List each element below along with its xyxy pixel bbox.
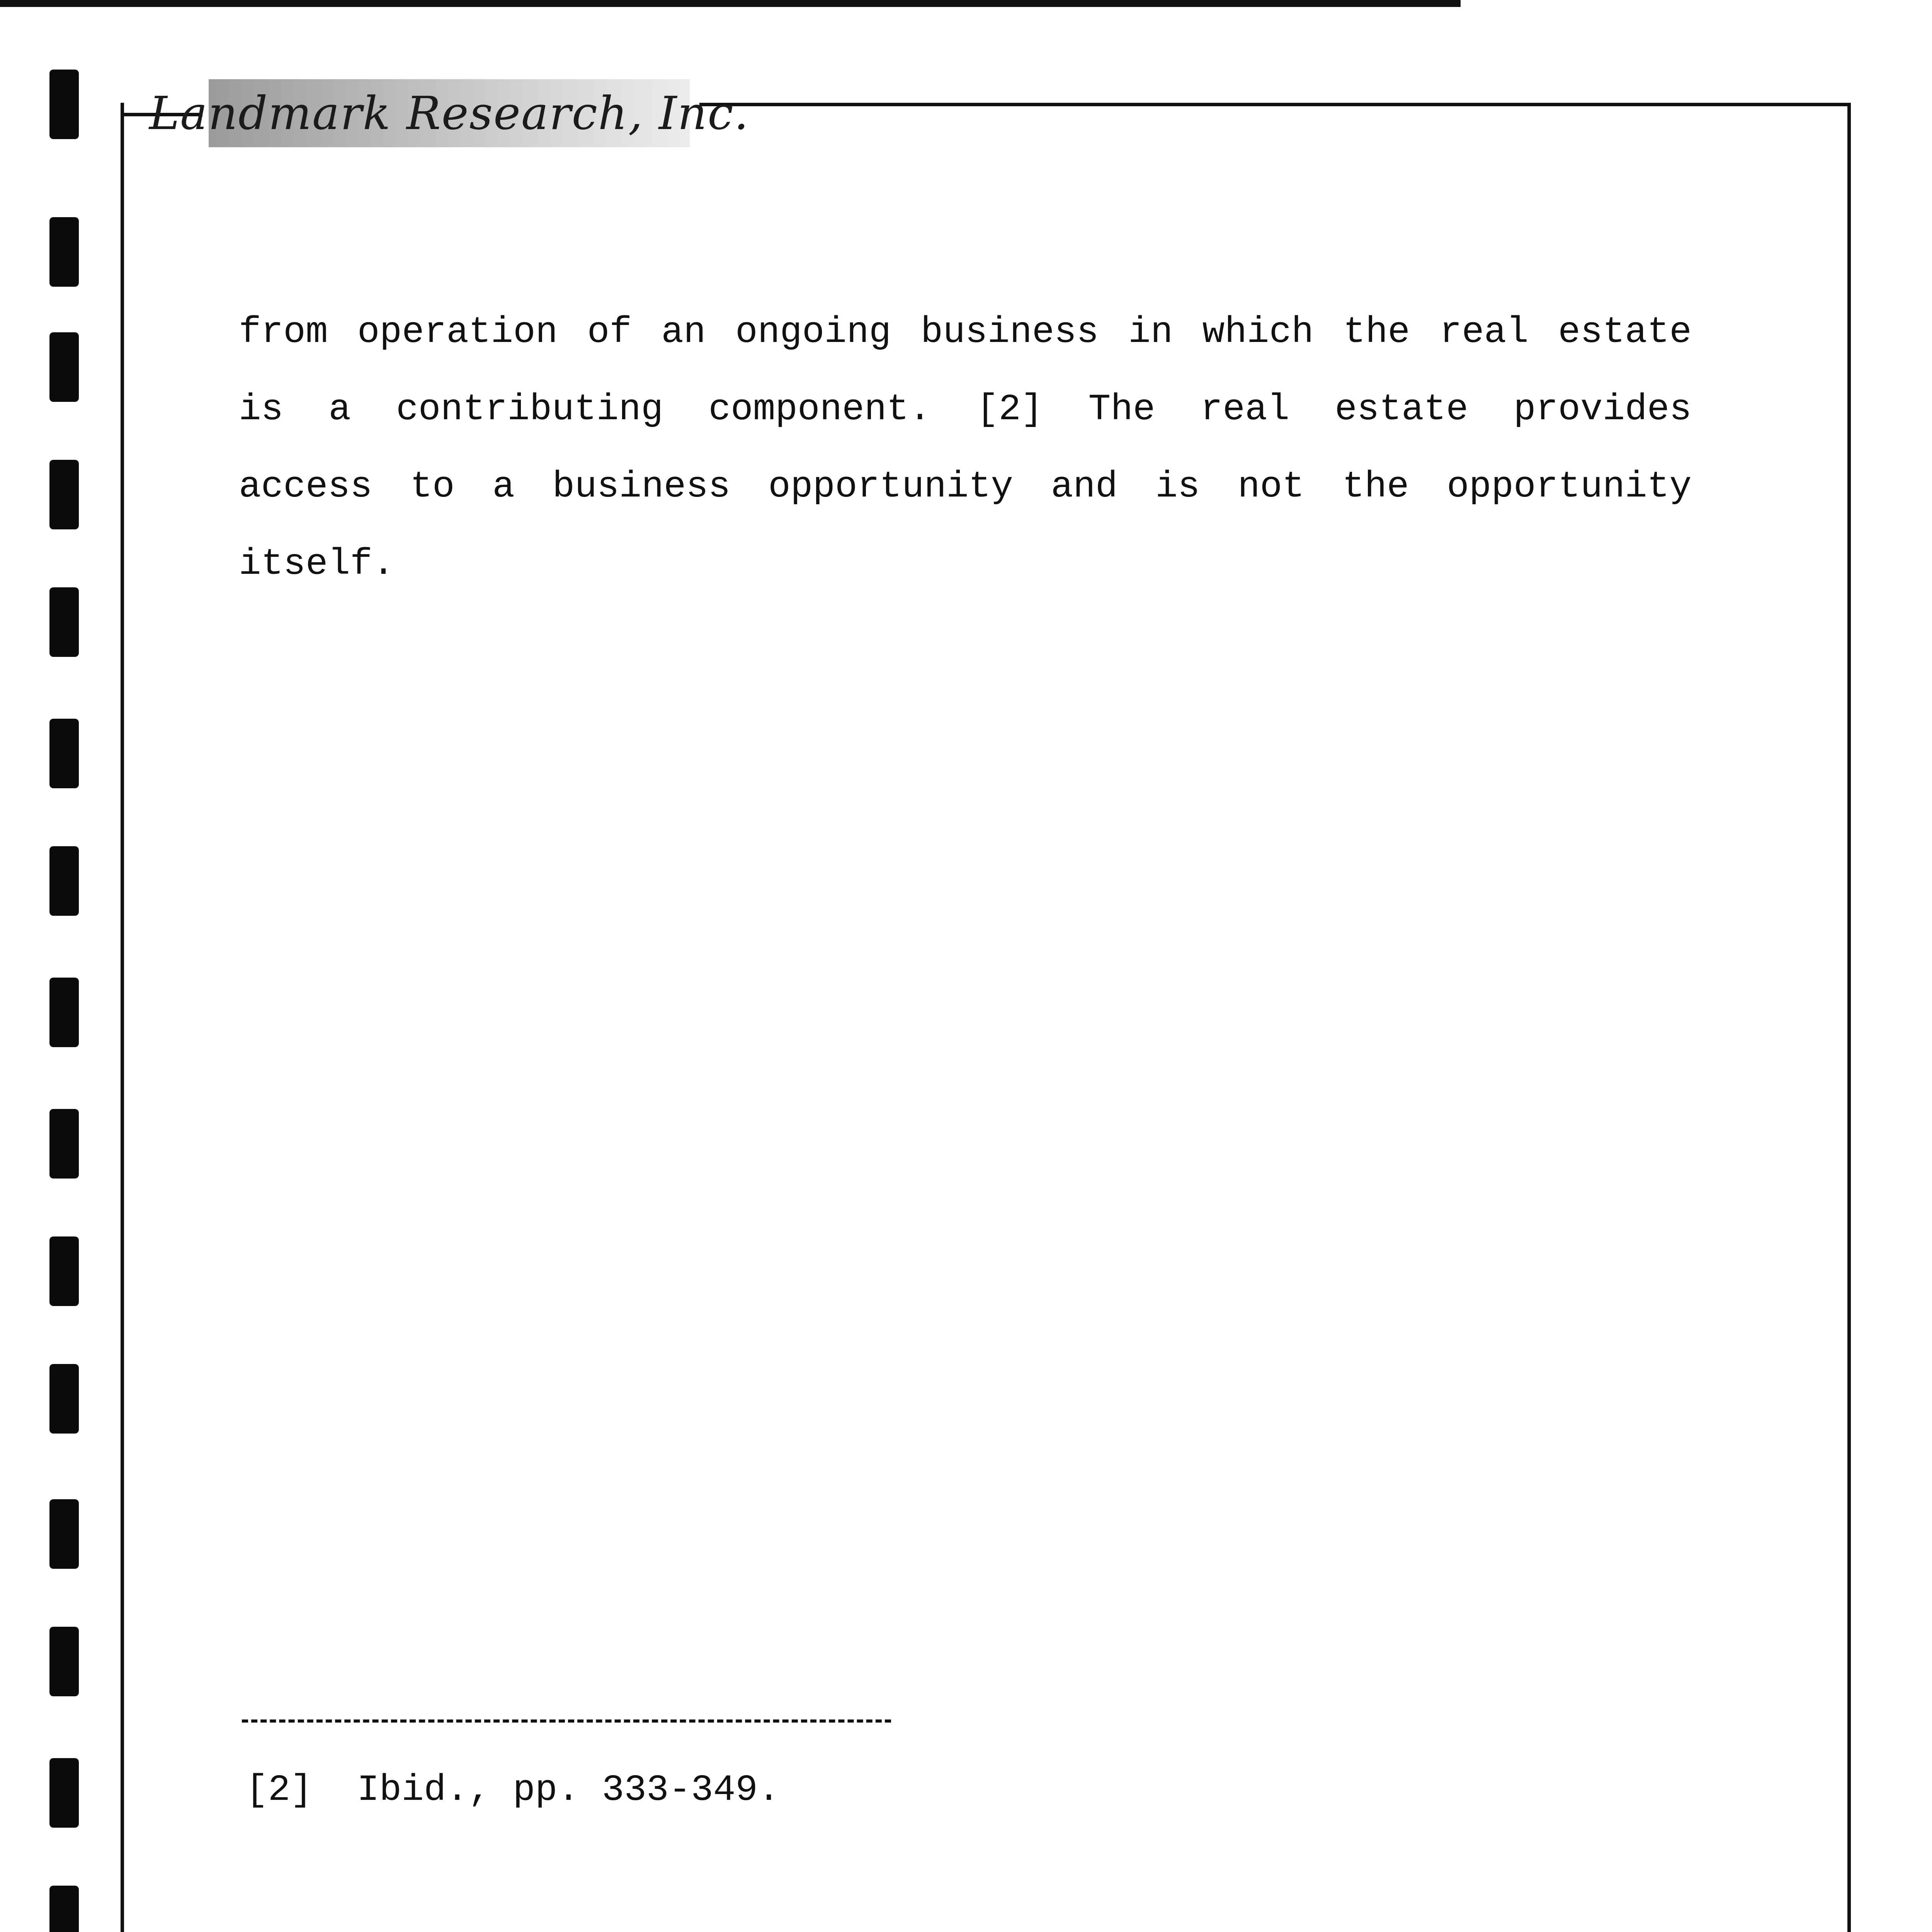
binder-hole	[49, 846, 79, 916]
page-top-edge	[0, 0, 1461, 7]
footnote-divider	[242, 1719, 891, 1723]
body-line: from operation of an ongoing business in which the real estate	[239, 311, 1692, 353]
binder-hole	[49, 1109, 79, 1179]
binder-hole	[49, 1627, 79, 1696]
binder-hole	[49, 1364, 79, 1434]
company-name: Landmark Research, Inc.	[149, 87, 750, 140]
binder-hole	[49, 332, 79, 402]
footnote: [2] Ibid., pp. 333-349.	[246, 1769, 780, 1811]
body-line: itself.	[239, 543, 395, 585]
binder-hole	[49, 587, 79, 657]
binder-hole	[49, 70, 79, 139]
letterhead-logo	[149, 79, 750, 147]
binder-hole	[49, 978, 79, 1047]
body-line: is a contributing component. [2] The real estate provides	[239, 388, 1692, 430]
binder-hole	[49, 1886, 79, 1932]
body-line: access to a business opportunity and is not the opportunity	[239, 466, 1692, 508]
binder-holes	[49, 70, 79, 1932]
binder-hole	[49, 217, 79, 287]
body-paragraph	[239, 294, 1692, 603]
frame-top-rule-right	[699, 103, 1847, 106]
binder-hole	[49, 1499, 79, 1569]
binder-hole	[49, 1236, 79, 1306]
binder-hole	[49, 460, 79, 529]
binder-hole	[49, 719, 79, 788]
binder-hole	[49, 1758, 79, 1828]
